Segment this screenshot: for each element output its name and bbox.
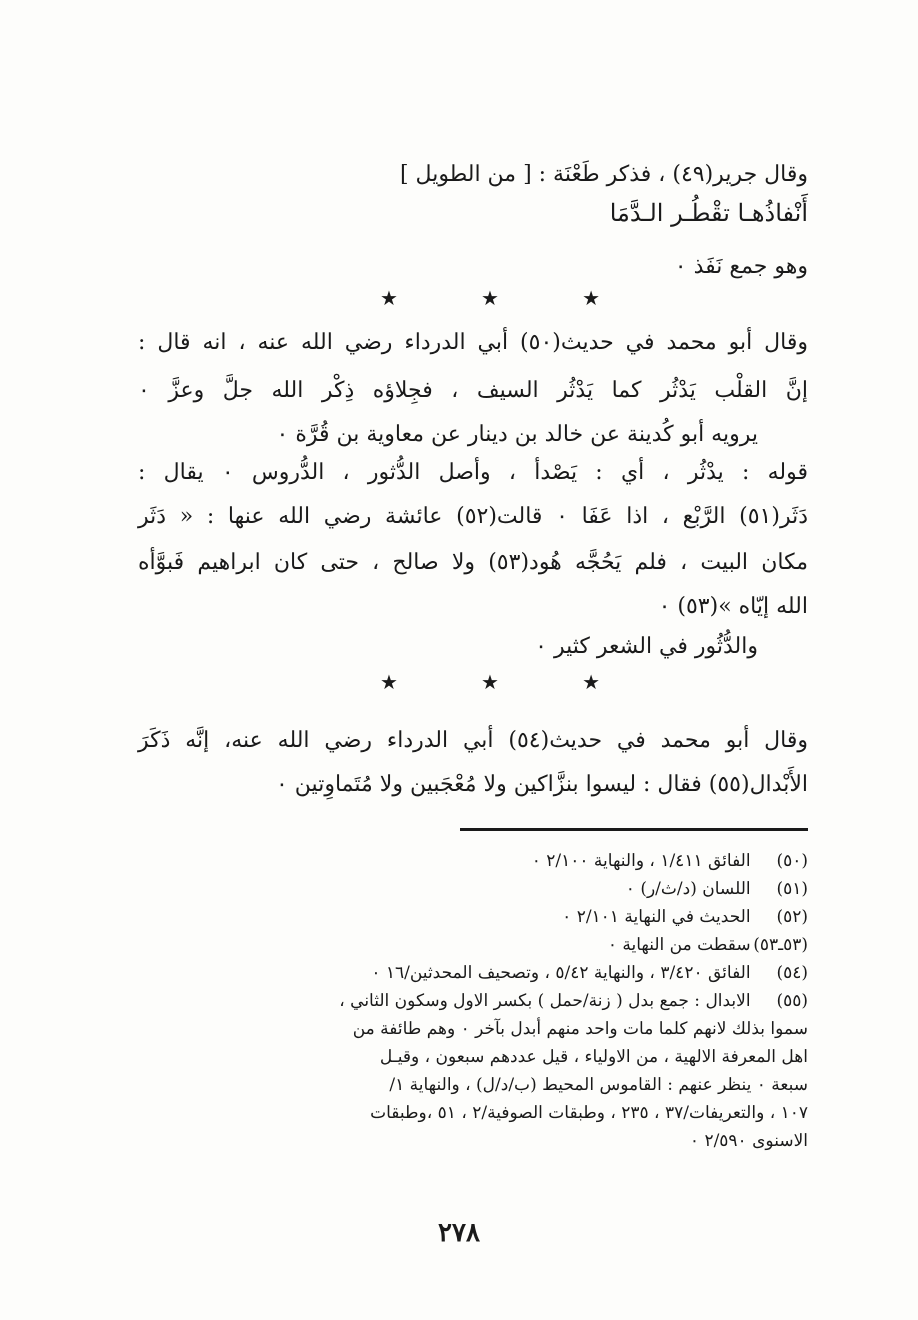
star-icon: ★ [481, 286, 499, 310]
footnote-number: (٥٢) [776, 907, 808, 927]
verse-line: أَنْفاذُهـا تقْطُـر الـدَّمَا [609, 199, 808, 227]
body-line: الأَبْدال(٥٥) فقال : ليسوا بنزَّاكين ولا مُعْجَبين ولا مُتَماوِتين ٠ [275, 772, 808, 797]
section-separator [380, 670, 600, 694]
body-line: وقال أبو محمد في حديث(٥٠) أبي الدرداء رضي الله عنه ، انه قال : [138, 330, 808, 355]
footnote [118, 988, 808, 1014]
footnote-continuation: الاسنوى ٢/٥٩٠ ٠ [689, 1131, 808, 1151]
footnote-text: الابدال : جمع بدل ( زنة/حمل ) بكسر الاول وسكون الثاني ، [339, 991, 751, 1011]
footnote-text: اللسان (د/ث/ر) ٠ [625, 879, 751, 899]
body-line: الله إيّاه »(٥٣) ٠ [658, 594, 808, 619]
footnote-number: (٥١) [776, 879, 808, 899]
footnote-continuation: سموا بذلك لانهم كلما مات واحد منهم أبدل بآخر ٠ وهم طائفة من [352, 1019, 808, 1039]
page-number: ٢٧٨ [438, 1218, 480, 1248]
star-icon: ★ [582, 670, 600, 694]
body-line: والدُّثُور في الشعر كثير ٠ [535, 634, 758, 659]
footnote-divider [460, 828, 808, 831]
footnote-number: (٥٣ـ٥٣) [753, 935, 808, 955]
body-line: دَثَر(٥١) الرَّبْع ، اذا عَفَا ٠ قالت(٥٢) عائشة رضي الله عنها : « دَثَر [138, 504, 809, 529]
footnote-number: (٥٥) [776, 991, 808, 1011]
star-icon: ★ [380, 286, 398, 310]
footnote-continuation: ١٠٧ ، والتعريفات/٣٧ ، ٢٣٥ ، وطبقات الصوفية/٢ ، ٥١ ،وطبقات [370, 1103, 808, 1123]
star-icon: ★ [380, 670, 398, 694]
body-line: وهو جمع نَفَذ ٠ [674, 254, 808, 279]
footnote-text: سقطت من النهاية ٠ [607, 935, 751, 955]
body-line: قوله : يدْثُر ، أي : يَصْدأ ، وأصل الدُّثور ، الدُّروس ٠ يقال : [138, 460, 808, 485]
star-icon: ★ [582, 286, 600, 310]
footnote [118, 904, 808, 930]
body-line: مكان البيت ، فلم يَحُجَّه هُود(٥٣) ولا صالح ، حتى كان ابراهيم فَبوَّأه [138, 550, 808, 575]
footnote-number: (٥٤) [776, 963, 808, 983]
footnote [118, 932, 808, 958]
footnote [118, 848, 808, 874]
footnote-text: الفائق ٣/٤٢٠ ، والنهاية ٥/٤٢ ، وتصحيف المحدثين/١٦ ٠ [371, 963, 751, 983]
footnote-text: الحديث في النهاية ٢/١٠١ ٠ [562, 907, 751, 927]
footnote-continuation: اهل المعرفة الالهية ، من الاولياء ، قيل عددهم سبعون ، وقيـل [379, 1047, 808, 1067]
section-separator [380, 286, 600, 310]
footnote [118, 960, 808, 986]
body-line: يرويه أبو كُدينة عن خالد بن دينار عن معاوية بن قُرَّة ٠ [276, 422, 758, 447]
footnote-continuation: سبعة ٠ ينظر عنهم : القاموس المحيط (ب/د/ل) ، والنهاية ١/ [389, 1075, 808, 1095]
star-icon: ★ [481, 670, 499, 694]
verse-intro-line: وقال جرير(٤٩) ، فذكر طَعْنَة : [ من الطويل ] [399, 162, 808, 187]
footnote-text: الفائق ١/٤١١ ، والنهاية ٢/١٠٠ ٠ [531, 851, 751, 871]
footnote-number: (٥٠) [776, 851, 808, 871]
body-line: وقال أبو محمد في حديث(٥٤) أبي الدرداء رضي الله عنه، إنَّه ذَكَرَ [138, 728, 809, 753]
footnote [118, 876, 808, 902]
hadith-line: إنَّ القلْب يَدْثُر كما يَدْثُر السيف ، فجِلاؤه ذِكْر الله جلَّ وعزَّ ٠ [138, 378, 808, 403]
